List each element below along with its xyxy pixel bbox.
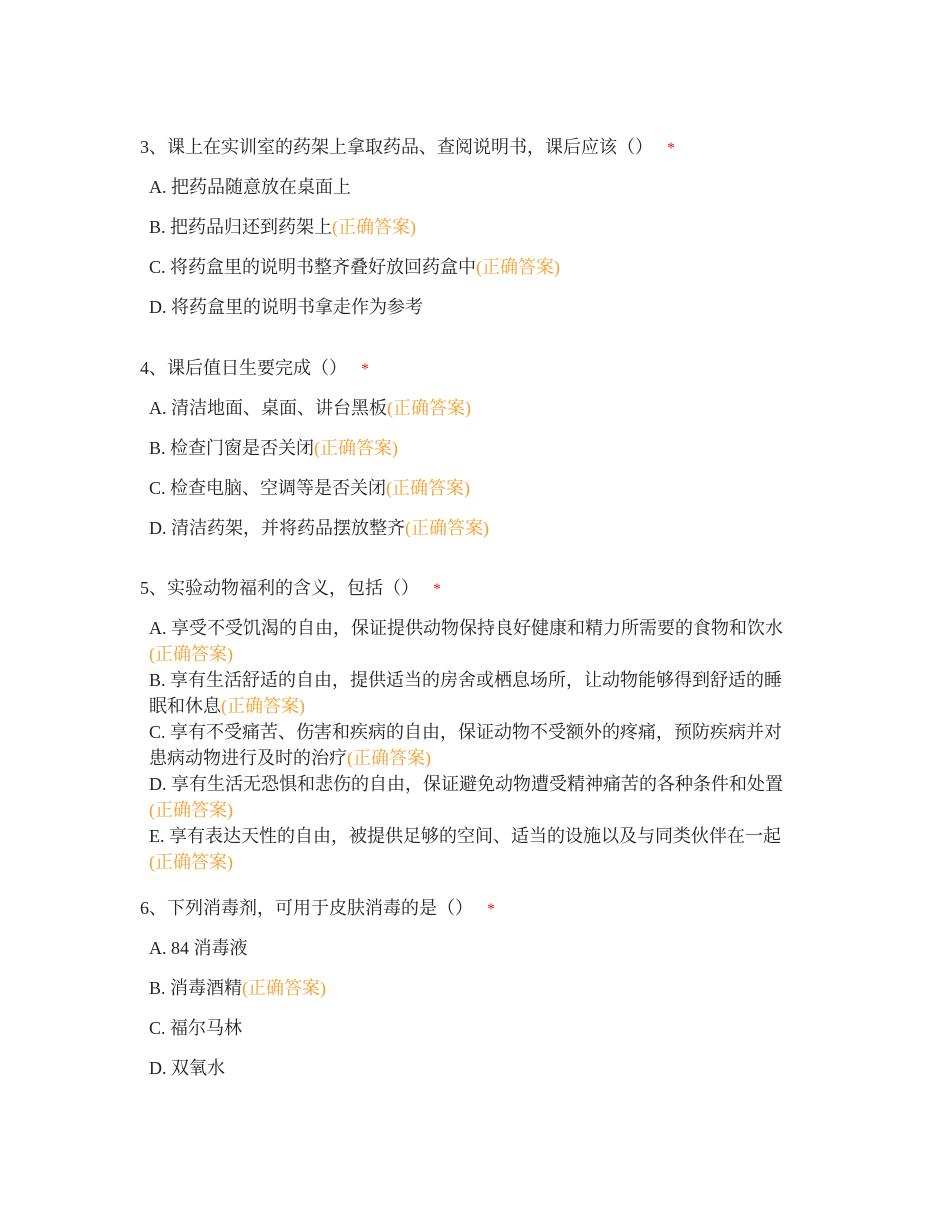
- option-text: A. 清洁地面、桌面、讲台黑板: [149, 398, 387, 418]
- question-title: [140, 895, 800, 921]
- required-marker: *: [361, 361, 369, 378]
- question-5: [140, 575, 800, 875]
- option-text: C. 享有不受痛苦、伤害和疾病的自由，保证动物不受额外的疼痛，预防疾病并对患病动物进行及时的治疗: [149, 722, 783, 768]
- correct-answer-tag: (正确答案): [386, 478, 471, 498]
- option-text: A. 84 消毒液: [149, 938, 248, 958]
- question-title-text: 5、实验动物福利的含义，包括（）: [140, 578, 419, 598]
- option-c[interactable]: [149, 1015, 789, 1041]
- option-d[interactable]: [149, 1055, 789, 1081]
- option-text: B. 享有生活舒适的自由，提供适当的房舍或栖息场所，让动物能够得到舒适的睡眠和休息: [149, 670, 783, 716]
- option-c[interactable]: [149, 719, 789, 771]
- question-title: [140, 575, 800, 601]
- correct-answer-tag: (正确答案): [149, 852, 233, 872]
- question-title: [140, 355, 800, 381]
- question-title: [140, 134, 800, 160]
- option-list: [149, 174, 800, 320]
- correct-answer-tag: (正确答案): [149, 800, 233, 820]
- option-b[interactable]: [149, 975, 789, 1001]
- option-list: [149, 935, 800, 1081]
- option-text: A. 享受不受饥渴的自由，保证提供动物保持良好健康和精力所需要的食物和饮水: [149, 618, 783, 638]
- option-a[interactable]: [149, 615, 789, 667]
- correct-answer-tag: (正确答案): [221, 696, 305, 716]
- option-d[interactable]: [149, 771, 789, 823]
- option-text: A. 把药品随意放在桌面上: [149, 177, 351, 197]
- option-c[interactable]: [149, 475, 789, 501]
- option-text: D. 将药盒里的说明书拿走作为参考: [149, 297, 423, 317]
- option-b[interactable]: [149, 214, 789, 240]
- question-4: [140, 355, 800, 541]
- correct-answer-tag: (正确答案): [387, 398, 471, 418]
- correct-answer-tag: (正确答案): [149, 644, 233, 664]
- option-text: D. 享有生活无恐惧和悲伤的自由，保证避免动物遭受精神痛苦的各种条件和处置: [149, 774, 783, 794]
- question-title-text: 6、下列消毒剂，可用于皮肤消毒的是（）: [140, 898, 473, 918]
- question-title-text: 4、课后值日生要完成（）: [140, 358, 347, 378]
- option-d[interactable]: [149, 294, 789, 320]
- required-marker: *: [487, 901, 495, 918]
- option-list: [149, 395, 800, 541]
- question-6: [140, 895, 800, 1081]
- option-a[interactable]: [149, 395, 789, 421]
- correct-answer-tag: (正确答案): [405, 518, 489, 538]
- correct-answer-tag: (正确答案): [347, 748, 431, 768]
- option-b[interactable]: [149, 667, 789, 719]
- option-d[interactable]: [149, 515, 789, 541]
- correct-answer-tag: (正确答案): [314, 438, 399, 458]
- required-marker: *: [433, 581, 441, 598]
- option-text: C. 将药盒里的说明书整齐叠好放回药盒中: [149, 257, 477, 277]
- option-text: C. 检查电脑、空调等是否关闭: [149, 478, 387, 498]
- option-a[interactable]: [149, 174, 789, 200]
- option-e[interactable]: [149, 823, 789, 875]
- option-a[interactable]: [149, 935, 789, 961]
- correct-answer-tag: (正确答案): [332, 217, 417, 237]
- option-text: B. 检查门窗是否关闭: [149, 438, 315, 458]
- required-marker: *: [667, 140, 675, 157]
- option-b[interactable]: [149, 435, 789, 461]
- option-c[interactable]: [149, 254, 789, 280]
- option-list: [149, 615, 800, 875]
- option-text: D. 双氧水: [149, 1058, 225, 1078]
- question-title-text: 3、课上在实训室的药架上拿取药品、查阅说明书，课后应该（）: [140, 137, 653, 157]
- option-text: B. 把药品归还到药架上: [149, 217, 333, 237]
- question-3: [140, 134, 800, 320]
- option-text: E. 享有表达天性的自由，被提供足够的空间、适当的设施以及与同类伙伴在一起: [149, 826, 781, 846]
- option-text: D. 清洁药架，并将药品摆放整齐: [149, 518, 405, 538]
- correct-answer-tag: (正确答案): [476, 257, 561, 277]
- option-text: B. 消毒酒精: [149, 978, 243, 998]
- correct-answer-tag: (正确答案): [242, 978, 327, 998]
- option-text: C. 福尔马林: [149, 1018, 243, 1038]
